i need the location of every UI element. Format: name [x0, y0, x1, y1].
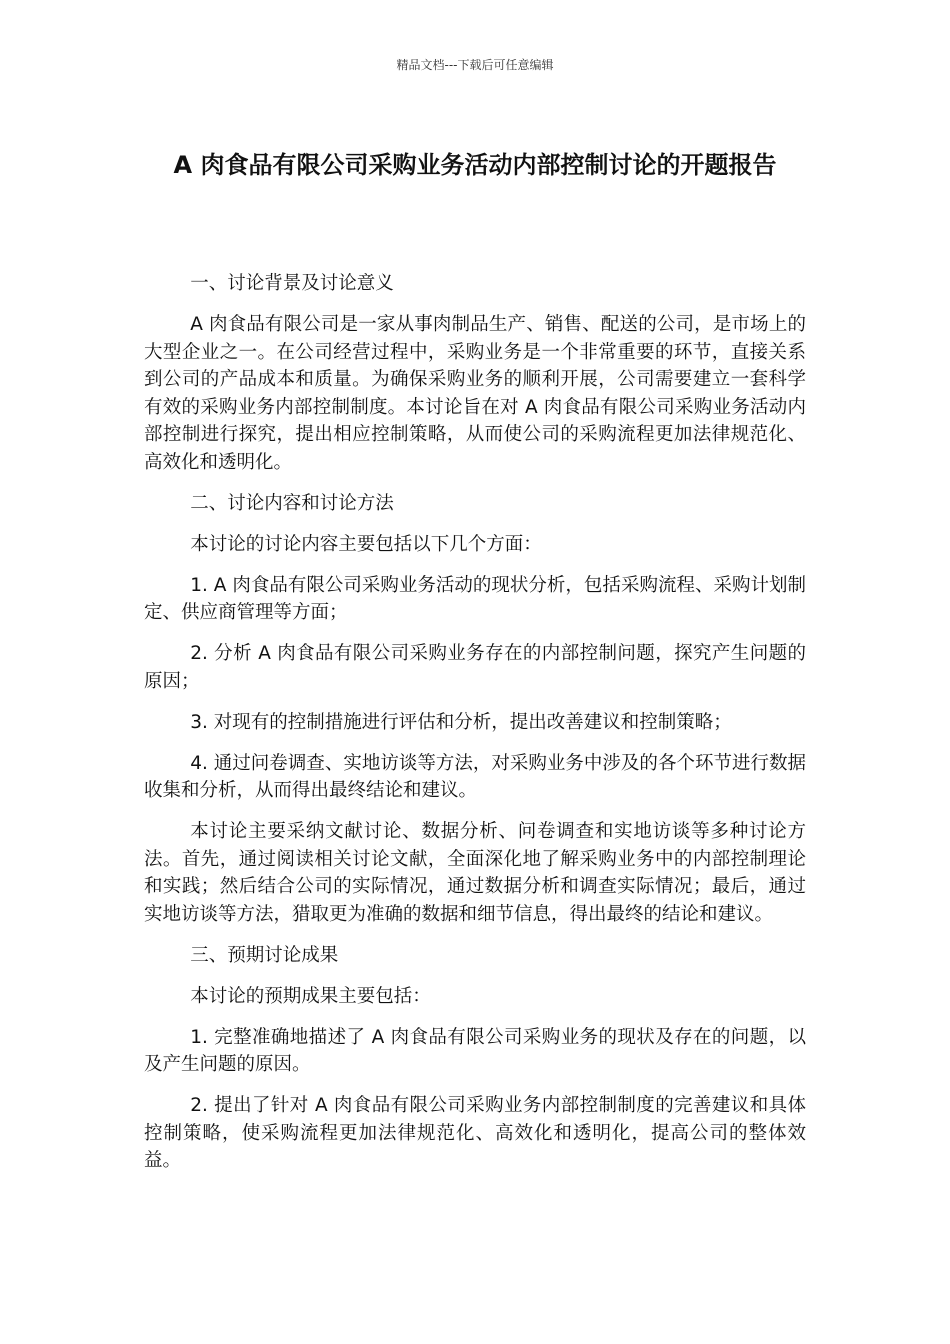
section-heading-expected-results: 三、预期讨论成果: [190, 944, 339, 966]
paragraph-results-intro: 本讨论的预期成果主要包括：: [190, 985, 431, 1007]
document-title: A 肉食品有限公司采购业务活动内部控制讨论的开题报告: [173, 151, 777, 179]
section-heading-content-method: 二、讨论内容和讨论方法: [190, 492, 394, 514]
list-item-2: 2. 分析 A 肉食品有限公司采购业务存在的内部控制问题，探究产生问题的原因；: [144, 643, 806, 692]
result-item-2: 2. 提出了针对 A 肉食品有限公司采购业务内部控制制度的完善建议和具体控制策略，使采购流程更加法律规范化、高效化和透明化，提高公司的整体效益。: [144, 1095, 806, 1171]
page-header-note: 精品文档---下载后可任意编辑: [396, 58, 554, 72]
document-body: [144, 270, 806, 1188]
paragraph-content-intro: 本讨论的讨论内容主要包括以下几个方面：: [190, 533, 542, 555]
section-heading-background: 一、讨论背景及讨论意义: [190, 273, 394, 294]
list-item-1: 1. A 肉食品有限公司采购业务活动的现状分析，包括采购流程、采购计划制定、供应商管理等方面；: [144, 574, 806, 623]
list-item-4: 4. 通过问卷调查、实地访谈等方法，对采购业务中涉及的各个环节进行数据收集和分析，从而得出最终结论和建议。: [144, 752, 806, 801]
paragraph-methods: 本讨论主要采纳文献讨论、数据分析、问卷调查和实地访谈等多种讨论方法。首先，通过阅读相关讨论文献，全面深化地了解采购业务中的内部控制理论和实践；然后结合公司的实际情况，通过数据分析和调查实际情况；最后，通过实地访谈等方法，猎取更为准确的数据和细节信息，得出最终的结论和建议。: [144, 821, 806, 925]
list-item-3: 3. 对现有的控制措施进行评估和分析，提出改善建议和控制策略；: [190, 711, 732, 733]
paragraph-background: A 肉食品有限公司是一家从事肉制品生产、销售、配送的公司，是市场上的大型企业之一。在公司经营过程中，采购业务是一个非常重要的环节，直接关系到公司的产品成本和质量。为确保采购业务的顺利开展，公司需要建立一套科学有效的采购业务内部控制制度。本讨论旨在对 A 肉食品有限公司采购业务活动内部控制进行探究，提出相应控制策略，从而使公司的采购流程更加法律规范化、高效化和透明化。: [144, 314, 806, 473]
result-item-1: 1. 完整准确地描述了 A 肉食品有限公司采购业务的现状及存在的问题，以及产生问题的原因。: [144, 1026, 806, 1075]
